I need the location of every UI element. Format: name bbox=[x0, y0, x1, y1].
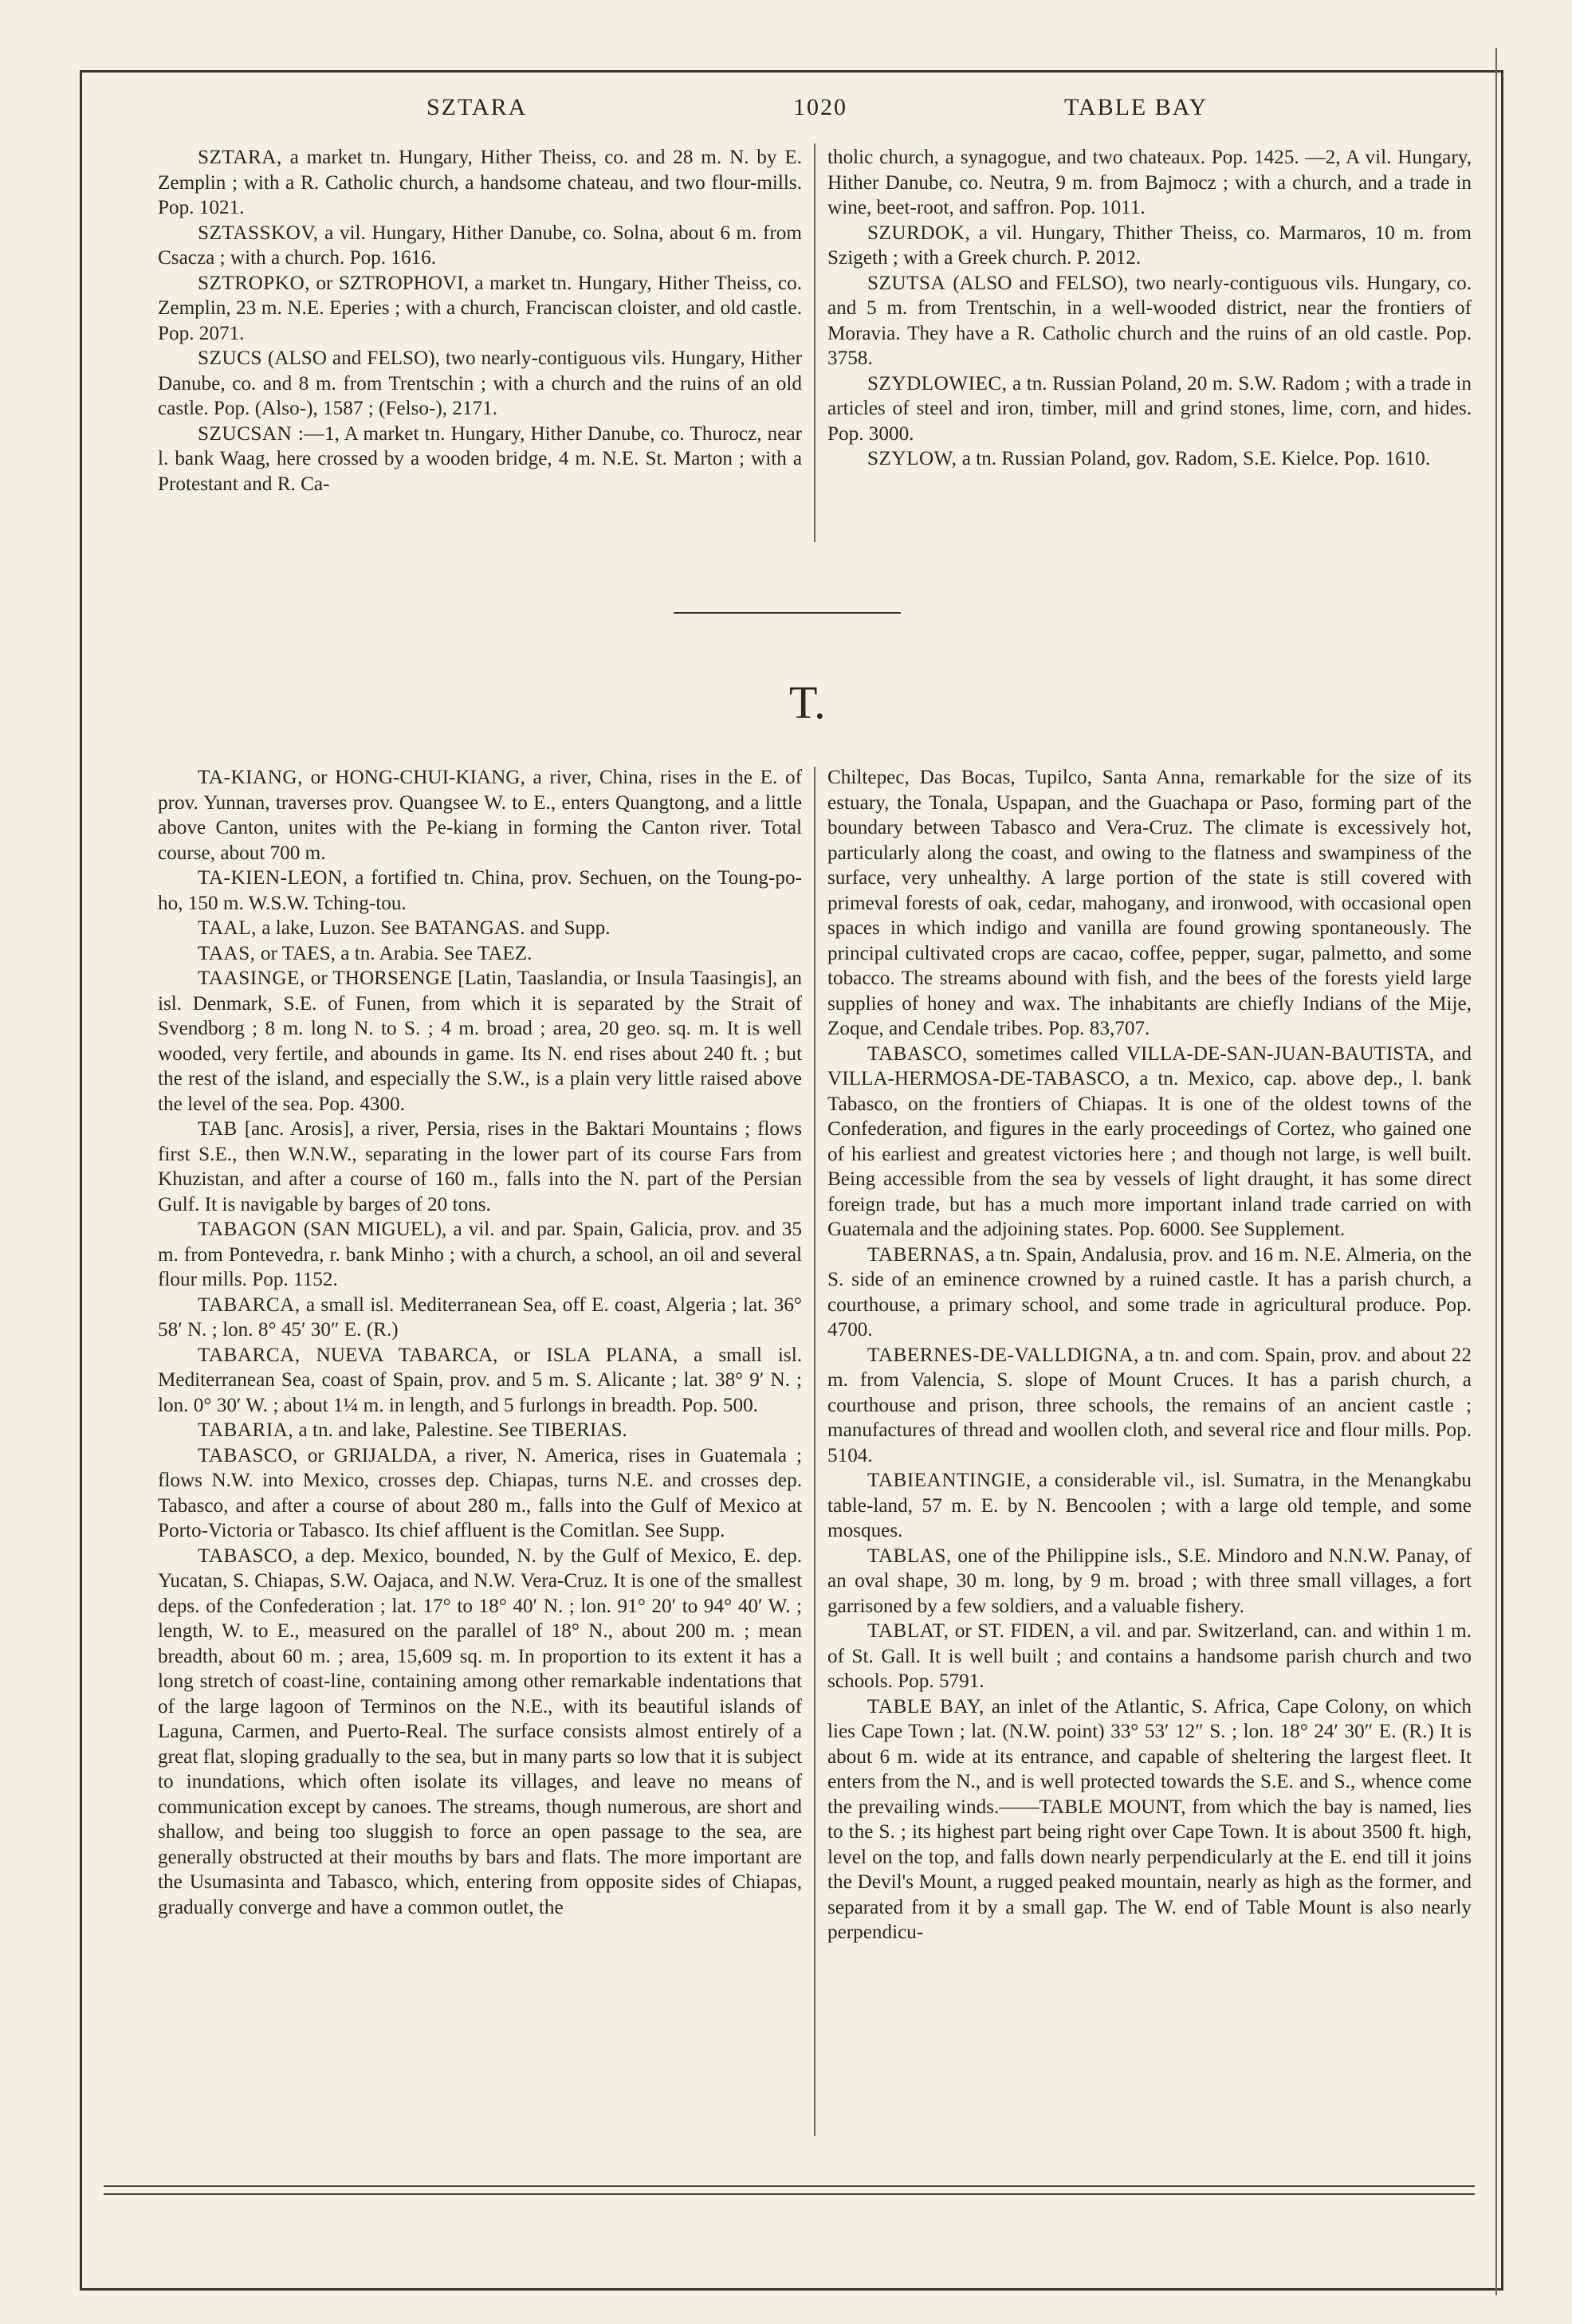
entry-text: a fortified tn. China, prov. Sechuen, on the Toung-po-ho, 150 m. W.S.W. Tching-tou. bbox=[158, 867, 802, 914]
entry bbox=[827, 221, 1472, 271]
entry-headword: SZTARA, bbox=[198, 147, 282, 168]
entry-text: a tn. Spain, Andalusia, prov. and 16 m. N.E. Almeria, on the S. side of an eminence crowned by a ruined castle. It has a parish church, a courthouse, a primary school, and some trade in agricultural produce. Pop. 4700. bbox=[827, 1243, 1472, 1341]
entry bbox=[827, 1042, 1472, 1242]
entry-headword: TABARCA, bbox=[198, 1344, 301, 1366]
bottom-rule-2 bbox=[104, 2193, 1475, 2195]
entry-headword: TAAS, bbox=[198, 942, 256, 964]
entry-headword: TABLE BAY, bbox=[867, 1695, 984, 1717]
entry-text: a vil. Hungary, Hither Danube, co. Solna, about 6 m. from Csacza ; with a church. Pop. 1616. bbox=[158, 222, 802, 269]
outer-right-rule bbox=[1495, 48, 1497, 2295]
entry-text: or HONG-CHUI-KIANG, a river, China, rises in the E. of prov. Yunnan, traverses prov. Quangsee W. to E., enters Quangtong, and a little above Canton, unites with the Pe-kiang in forming the Canton river. Total course, about 700 m. bbox=[158, 767, 802, 864]
entry-headword: TABASCO, bbox=[867, 1042, 968, 1065]
entry-text: a vil. Hungary, Thither Theiss, co. Marmaros, 10 m. from Szigeth ; with a Greek church. P. 2012. bbox=[827, 222, 1472, 269]
entry-headword: TABASCO, bbox=[198, 1444, 298, 1466]
section-letter: T. bbox=[789, 677, 826, 728]
entry-headword: TABLAT, bbox=[867, 1620, 949, 1642]
entry bbox=[158, 221, 802, 271]
running-head-right: TABLE BAY bbox=[1064, 94, 1208, 120]
entry-text: [anc. Arosis], a river, Persia, rises in the Baktari Mountains ; flows first S.E., then W.N.W., separating in the lower part of its course Fars from Khuzistan, and after a course of 160 m., falls into the N. part of the Persian Gulf. It is navigable by barges of 20 tons. bbox=[158, 1118, 802, 1215]
entry bbox=[158, 346, 802, 422]
entry-headword: TABIEANTINGIE, bbox=[867, 1470, 1032, 1491]
entry-text: an inlet of the Atlantic, S. Africa, Cape Colony, on which lies Cape Town ; lat. (N.W. point) 33° 53′ 12″ S. ; lon. 18° 24′ 30″ E. (R.) It is about 6 m. wide at its entrance, and capable of sheltering the largest fleet. It enters from the N., and is well protected towards the S.E. and S., whence come the prevailing winds.——TABLE MOUNT, from which the bay is named, lies to the S. ; its highest part being right over Cape Town. It is about 3500 ft. high, level on the top, and falls down nearly perpendicularly at the E. end till it joins the Devil's Mount, a rugged peaked mountain, nearly as high as the former, and separated from it by a small gap. The W. end of Table Mount is also nearly perpendicu- bbox=[827, 1695, 1472, 1943]
entry bbox=[827, 1343, 1472, 1469]
entry-headword: TABLAS, bbox=[867, 1545, 952, 1567]
entry-text: (ALSO and FELSO), two nearly-contiguous vils. Hungary, co. and 5 m. from Trentschin, in a well-wooded district, near the frontiers of Moravia. They have a R. Catholic church and the ruins of an old castle. Pop. 3758. bbox=[827, 272, 1472, 369]
entry-text: 1, A market tn. Hungary, Hither Danube, co. Thurocz, near l. bank Waag, here crossed by a wooden bridge, 4 m. N.E. St. Marton ; with a Protestant and R. Ca- bbox=[158, 422, 802, 495]
top-right-column bbox=[827, 145, 1472, 472]
bottom-rule bbox=[104, 2185, 1475, 2187]
entry-text: (ALSO and FELSO), two nearly-contiguous vils. Hungary, Hither Danube, co. and 8 m. from Trentschin ; with a church and the ruins of an old castle. Pop. (Also-), 1587 ; (Felso-), 2171. bbox=[158, 347, 802, 419]
entry-headword: TABERNAS, bbox=[867, 1243, 981, 1266]
entry-headword: TAB bbox=[198, 1118, 238, 1140]
entry bbox=[158, 1217, 802, 1293]
entry-headword: TABARIA, bbox=[198, 1419, 294, 1441]
entry-headword: SZUCSAN :— bbox=[198, 422, 325, 445]
bottom-column-rule bbox=[814, 767, 815, 2136]
running-head-left: SZTARA bbox=[426, 94, 528, 120]
entry bbox=[158, 1544, 802, 1921]
entry-text: or THORSENGE [Latin, Taaslandia, or Insula Taasingis], an isl. Denmark, S.E. of Funen, from which it is separated by the Strait of Svendborg ; 8 m. long N. to S. ; 4 m. broad ; area, 20 geo. sq. m. It is well wooded, very fertile, and abounds in game. Its N. end rises about 240 ft. ; but the rest of the island, and especially the S.W., is a plain very little raised above the level of the sea. Pop. 4300. bbox=[158, 968, 802, 1115]
top-column-rule bbox=[814, 143, 815, 542]
entry bbox=[158, 916, 802, 941]
entry bbox=[158, 422, 802, 497]
entry-text: (SAN MIGUEL), a vil. and par. Spain, Galicia, prov. and 35 m. from Pontevedra, r. bank Minho ; with a church, a school, an oil and several flour mills. Pop. 1152. bbox=[158, 1219, 802, 1290]
entry-text: Chiltepec, Das Bocas, Tupilco, Santa Anna, remarkable for the size of its estuary, the Tonala, Uspapan, and the Guachapa or Paso, forming part of the boundary between Tabasco and Vera-Cruz. The climate is excessively hot, particularly along the coast, and owing to the flatness and swampiness of the surface, very unhealthy. A large portion of the state is still covered with primeval forests of oak, cedar, mahogany, and ironwood, with occasional open spaces in which indigo and vanilla are found growing spontaneously. The principal cultivated crops are cacao, coffee, pepper, sugar, palmetto, and some tobacco. The streams abound with fish, and the bees of the forests yield large supplies of honey and wax. The inhabitants are chiefly Indians of the Mije, Zoque, and Cendale tribes. Pop. 83,707. bbox=[827, 767, 1472, 1039]
entry bbox=[827, 1619, 1472, 1694]
entry bbox=[827, 271, 1472, 371]
entry-text: a small isl. Mediterranean Sea, off E. coast, Algeria ; lat. 36° 58′ N. ; lon. 8° 45′ 30″ E. (R.) bbox=[158, 1294, 802, 1341]
entry-headword: SZYLOW, bbox=[867, 448, 957, 469]
entry-text: a tn. Russian Poland, gov. Radom, S.E. Kielce. Pop. 1610. bbox=[957, 448, 1431, 469]
entry bbox=[158, 941, 802, 967]
entry-headword: SZUTSA bbox=[867, 272, 946, 294]
entry bbox=[827, 446, 1472, 472]
entry-headword: SZURDOK, bbox=[867, 222, 971, 244]
entry-headword: TABASCO, bbox=[198, 1545, 298, 1567]
entry bbox=[827, 371, 1472, 447]
entry bbox=[158, 966, 802, 1117]
section-divider bbox=[674, 612, 901, 614]
entry-headword: TA-KIEN-LEON, bbox=[198, 867, 348, 889]
entry-text: or ST. FIDEN, a vil. and par. Switzerland, can. and within 1 m. of St. Gall. It is well built ; and contains a handsome parish church and two schools. Pop. 5791. bbox=[827, 1620, 1472, 1692]
entry bbox=[158, 271, 802, 347]
entry-text: a lake, Luzon. See BATANGAS. and Supp. bbox=[256, 917, 611, 939]
entry bbox=[827, 1242, 1472, 1343]
entry-headword: TA-KIANG, bbox=[198, 767, 303, 788]
entry bbox=[827, 1468, 1472, 1544]
entry-text: one of the Philippine isls., S.E. Mindoro and N.N.W. Panay, of an oval shape, 30 m. long, by 9 m. broad ; with three small villages, a fort garrisoned by a few soldiers, and a valuable fishery. bbox=[827, 1545, 1472, 1617]
entry bbox=[158, 145, 802, 221]
entry bbox=[158, 866, 802, 916]
entry-text: NUEVA TABARCA, or ISLA PLANA, a small isl. Mediterranean Sea, coast of Spain, prov. and 5 m. S. Alicante ; lat. 38° 9′ N. ; lon. 0° 30′ W. ; about 1¼ m. in length, and 5 furlongs in breadth. Pop. 500. bbox=[158, 1344, 802, 1416]
entry-headword: TAAL, bbox=[198, 917, 257, 939]
entry-text: sometimes called VILLA-DE-SAN-JUAN-BAUTISTA, and VILLA-HERMOSA-DE-TABASCO, a tn. Mexico, cap. above dep., l. bank Tabasco, on the frontiers of Chiapas. It is one of the oldest towns of the Confederation, and figures in the early proceedings of Cortez, who gained one of his earliest and greatest victories here ; and though not large, is well built. Being accessible from the sea by vessels of light draught, it has some direct foreign trade, but has a much more important inland trade carried on with Guatemala and the adjoining states. Pop. 6000. See Supplement. bbox=[827, 1042, 1472, 1240]
entry-headword: TABAGON bbox=[198, 1219, 297, 1240]
entry-text: or TAES, a tn. Arabia. See TAEZ. bbox=[255, 942, 533, 964]
entry-text: a dep. Mexico, bounded, N. by the Gulf of Mexico, E. dep. Yucatan, S. Chiapas, S.W. Oajaca, and N.W. Vera-Cruz. It is one of the smallest deps. of the Confederation ; lat. 17° to 18° 40′ N. ; lon. 91° 20′ to 94° 40′ W. ; length, W. to E., measured on the parallel of 18° N., about 200 m. ; mean breadth, about 60 m. ; area, 15,609 sq. m. In proportion to its extent it has a long stretch of coast-line, containing among other remarkable indentations that of the large lagoon of Terminos on the N.E., with its beautiful islands of Laguna, Carmen, and Puerto-Real. The surface consists almost entirely of a great flat, sloping gradually to the sea, but in many parts so low that it is subject to inundations, which often isolate its villages, and leave no means of communication except by canoes. The streams, though numerous, are short and shallow, and being too sluggish to force an open passage to the sea, are generally obstructed at their mouths by bars and flats. The more important are the Usumasinta and Tabasco, which, entering from opposite sides of Chiapas, gradually converge and have a common outlet, the bbox=[158, 1545, 802, 1918]
entry bbox=[827, 145, 1472, 221]
page-number: 1020 bbox=[793, 94, 847, 120]
entry bbox=[158, 1443, 802, 1544]
entry-headword: TABARCA, bbox=[198, 1294, 301, 1316]
entry-text: or GRIJALDA, a river, N. America, rises in Guatemala ; flows N.W. into Mexico, crosses dep. Chiapas, turns N.E. and crosses dep. Tabasco, and after a course of about 280 m., falls into the Gulf of Mexico at Porto-Victoria or Tabasco. Its chief affluent is the Comitlan. See Supp. bbox=[158, 1444, 802, 1541]
entry-text: a considerable vil., isl. Sumatra, in the Menangkabu table-land, 57 m. E. by N. Bencoolen ; with a large old temple, and some mosques. bbox=[827, 1470, 1472, 1541]
entry-text: a tn. and com. Spain, prov. and about 22 m. from Valencia, S. slope of Mount Cruces. It has a parish church, a courthouse and prison, three schools, the remains of an ancient castle ; manufactures of thread and woollen cloth, and several rice and flour mills. Pop. 5104. bbox=[827, 1344, 1472, 1466]
entry-headword: TABERNES-DE-VALLDIGNA, bbox=[867, 1344, 1139, 1366]
entry-headword: SZTROPKO, bbox=[198, 272, 310, 294]
top-left-column bbox=[158, 145, 802, 497]
entry-headword: SZYDLOWIEC, bbox=[867, 372, 1008, 395]
entry bbox=[158, 1117, 802, 1217]
entry-text: tholic church, a synagogue, and two chateaux. Pop. 1425. —2, A vil. Hungary, Hither Danube, co. Neutra, 9 m. from Bajmocz ; with a church, and a trade in wine, beet-root, and saffron. Pop. 1011. bbox=[827, 147, 1472, 218]
entry bbox=[158, 765, 802, 866]
entry-text: a tn. and lake, Palestine. See TIBERIAS. bbox=[293, 1419, 627, 1441]
entry bbox=[158, 1343, 802, 1419]
entry-text: a tn. Russian Poland, 20 m. S.W. Radom ; with a trade in articles of steel and iron, timber, mill and grind stones, lime, corn, and hides. Pop. 3000. bbox=[827, 372, 1472, 445]
entry bbox=[158, 1293, 802, 1343]
entry-headword: SZUCS bbox=[198, 347, 262, 369]
bottom-left-column bbox=[158, 765, 802, 1920]
entry-text: or SZTROPHOVI, a market tn. Hungary, Hither Theiss, co. Zemplin, 23 m. N.E. Eperies ; with a church, Franciscan cloister, and old castle. Pop. 2071. bbox=[158, 272, 802, 344]
entry bbox=[827, 1544, 1472, 1619]
entry-headword: TAASINGE, bbox=[198, 968, 305, 989]
bottom-right-column bbox=[827, 765, 1472, 1945]
entry bbox=[827, 1694, 1472, 1945]
entry bbox=[827, 765, 1472, 1042]
entry-text: a market tn. Hungary, Hither Theiss, co. and 28 m. N. by E. Zemplin ; with a R. Catholic church, a handsome chateau, and two flour-mills. Pop. 1021. bbox=[158, 147, 802, 218]
entry-headword: SZTASSKOV, bbox=[198, 222, 319, 244]
entry bbox=[158, 1418, 802, 1443]
